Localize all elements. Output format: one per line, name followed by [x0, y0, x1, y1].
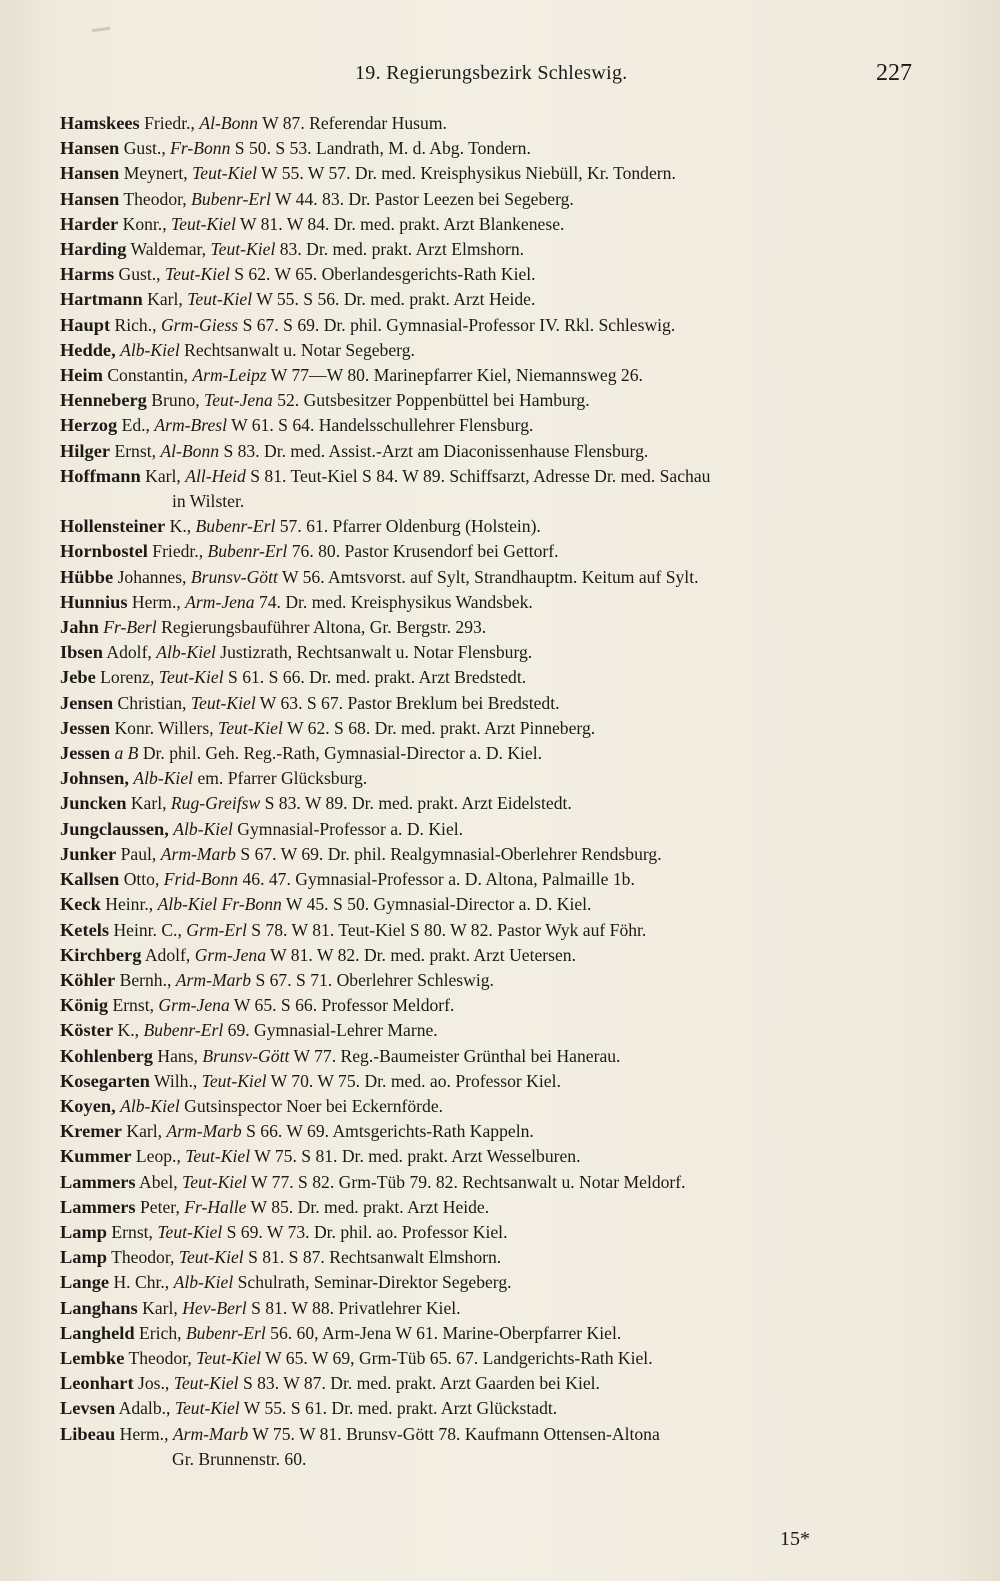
entry-details: S 67. S 71. Oberlehrer Schleswig. — [255, 969, 494, 990]
fraternity-university: Teut-Kiel — [157, 1221, 223, 1242]
entry-details: 56. 60, Arm-Jena W 61. Marine-Oberpfarrer Kiel. — [270, 1322, 622, 1343]
entry-details: W 44. 83. Dr. Pastor Leezen bei Segeberg. — [274, 188, 574, 209]
entry-details: S 78. W 81. Teut-Kiel S 80. W 82. Pastor Wyk auf Föhr. — [251, 919, 647, 940]
given-name: Ernst, — [112, 995, 154, 1016]
fraternity-university: Alb-Kiel — [120, 339, 180, 360]
entry-details: Schulrath, Seminar-Direktor Segeberg. — [237, 1272, 512, 1293]
directory-entry — [60, 388, 920, 413]
entry-details: W 62. S 68. Dr. med. prakt. Arzt Pinneberg. — [286, 717, 596, 738]
entry-details: 52. Gutsbesitzer Poppenbüttel bei Hamburg. — [277, 390, 590, 411]
directory-entry — [60, 892, 920, 917]
surname: Hollensteiner — [60, 516, 166, 537]
directory-entry — [60, 1144, 920, 1169]
entry-details: 69. Gymnasial-Lehrer Marne. — [227, 1020, 438, 1041]
entry-details: W 87. Referendar Husum. — [262, 113, 447, 133]
surname: Hoffmann — [60, 465, 141, 486]
surname: Kohlenberg — [60, 1045, 153, 1066]
fraternity-university: Bubenr-Erl — [143, 1020, 224, 1041]
surname: Kremer — [60, 1121, 122, 1142]
fraternity-university: Al-Bonn — [199, 113, 258, 133]
fraternity-university: a B — [114, 743, 139, 764]
fraternity-university: Alb-Kiel — [156, 642, 216, 663]
given-name: Waldemar, — [130, 239, 207, 260]
surname: Hartmann — [60, 289, 143, 310]
surname: Köster — [60, 1020, 114, 1041]
given-name: Adalb., — [118, 1398, 171, 1419]
surname: Hamskees — [60, 113, 140, 133]
surname: Ketels — [60, 919, 110, 940]
entry-details: W 70. W 75. Dr. med. ao. Professor Kiel. — [270, 1070, 561, 1091]
directory-entry — [60, 1346, 920, 1371]
given-name: Konr. Willers, — [114, 717, 214, 738]
continuation-text: Gr. Brunnenstr. 60. — [172, 1448, 307, 1469]
fraternity-university: Arm-Jena — [185, 591, 255, 612]
surname: Haupt — [60, 314, 111, 335]
surname: Langheld — [60, 1322, 135, 1343]
surname: Kosegarten — [60, 1070, 150, 1091]
given-name: Paul, — [120, 843, 157, 864]
directory-entry — [60, 1296, 920, 1321]
entry-details: Gutsinspector Noer bei Eckernförde. — [184, 1095, 444, 1116]
entry-details: Gymnasial-Professor a. D. Kiel. — [237, 818, 464, 839]
given-name: Heinr. C., — [113, 919, 182, 940]
given-name: Konr., — [122, 213, 167, 234]
entry-details: S 83. Dr. med. Assist.-Arzt am Diaconissenhause Flensburg. — [223, 440, 649, 461]
fraternity-university: Teut-Kiel — [185, 1146, 251, 1167]
given-name: Constantin, — [107, 365, 188, 386]
surname: Keck — [60, 894, 101, 915]
surname: Johnsen, — [60, 768, 129, 789]
entry-details: W 65. S 66. Professor Meldorf. — [233, 995, 455, 1016]
directory-entry — [60, 439, 920, 464]
entry-continuation — [60, 489, 920, 514]
given-name: Meynert, — [123, 163, 188, 184]
fraternity-university: Arm-Marb — [172, 1423, 249, 1444]
entry-details: W 45. S 50. Gymnasial-Director a. D. Kiel. — [285, 894, 592, 915]
surname: Lange — [60, 1272, 110, 1293]
entry-details: W 55. W 57. Dr. med. Kreisphysikus Niebüll, Kr. Tondern. — [261, 163, 676, 184]
fraternity-university: Arm-Marb — [160, 843, 236, 864]
entry-details: S 67. W 69. Dr. phil. Realgymnasial-Oberlehrer Rendsburg. — [240, 843, 662, 864]
given-name: Abel, — [139, 1171, 178, 1192]
surname: Juncken — [60, 793, 127, 814]
directory-entry — [60, 590, 920, 615]
given-name: Theodor, — [128, 1347, 192, 1368]
directory-entry — [60, 1220, 920, 1245]
given-name: Gust., — [123, 138, 166, 159]
surname: Hansen — [60, 163, 120, 184]
fraternity-university: Alb-Kiel — [173, 818, 233, 839]
fraternity-university: Teut-Kiel — [165, 264, 230, 285]
fraternity-university: Grm-Erl — [186, 919, 247, 940]
surname: Junker — [60, 843, 117, 864]
surname: Hunnius — [60, 591, 128, 612]
surname: Harder — [60, 213, 119, 234]
entry-details: W 55. S 56. Dr. med. prakt. Arzt Heide. — [256, 289, 536, 310]
directory-entry — [60, 867, 920, 892]
fraternity-university: Teut-Kiel — [182, 1171, 247, 1192]
surname: Jensen — [60, 692, 114, 713]
entry-details: 74. Dr. med. Kreisphysikus Wandsbek. — [258, 591, 533, 612]
surname: Hedde, — [60, 339, 116, 360]
entry-details: W 77. S 82. Grm-Tüb 79. 82. Rechtsanwalt u. Notar Meldorf. — [250, 1171, 686, 1192]
surname: Langhans — [60, 1297, 138, 1318]
directory-entry — [60, 842, 920, 867]
fraternity-university: Teut-Kiel — [218, 717, 283, 738]
given-name: Heinr., — [105, 894, 154, 915]
surname: Henneberg — [60, 390, 147, 411]
page-number: 227 — [876, 60, 912, 86]
fraternity-university: Teut-Kiel — [190, 692, 256, 713]
entry-details: W 81. W 82. Dr. med. prakt. Arzt Uetersen. — [270, 944, 576, 965]
given-name: Otto, — [123, 869, 160, 890]
surname: Leonhart — [60, 1373, 134, 1394]
fraternity-university: Arm-Marb — [175, 969, 252, 990]
given-name: Karl, — [147, 289, 183, 310]
surname: Hornbostel — [60, 541, 148, 562]
directory-entry — [60, 187, 920, 212]
directory-entry — [60, 691, 920, 716]
directory-entry — [60, 943, 920, 968]
continuation-text: in Wilster. — [172, 491, 245, 512]
fraternity-university: Teut-Kiel — [178, 1247, 244, 1268]
entry-details: S 83. W 87. Dr. med. prakt. Arzt Gaarden bei Kiel. — [242, 1373, 600, 1394]
entry-details: W 81. W 84. Dr. med. prakt. Arzt Blankenese. — [239, 213, 565, 234]
entry-details: S 66. W 69. Amtsgerichts-Rath Kappeln. — [246, 1121, 534, 1142]
directory-entry — [60, 918, 920, 943]
directory-entry — [60, 212, 920, 237]
fraternity-university: Arm-Marb — [166, 1121, 242, 1142]
entry-details: W 75. W 81. Brunsv-Gött 78. Kaufmann Ottensen-Altona — [252, 1423, 660, 1444]
directory-entry — [60, 1321, 920, 1346]
given-name: Friedr., — [152, 541, 204, 562]
entry-details: W 55. S 61. Dr. med. prakt. Arzt Glückstadt. — [243, 1398, 558, 1419]
surname: Jebe — [60, 667, 96, 688]
given-name: Peter, — [140, 1196, 180, 1217]
given-name: K., — [117, 1020, 140, 1041]
surname: Lembke — [60, 1347, 125, 1368]
entry-details: S 67. S 69. Dr. phil. Gymnasial-Professor IV. Rkl. Schleswig. — [242, 314, 676, 335]
surname: Hansen — [60, 138, 120, 159]
given-name: Leop., — [135, 1146, 181, 1167]
fraternity-university: Brunsv-Gött — [202, 1045, 290, 1066]
fraternity-university: Teut-Kiel — [171, 213, 236, 234]
directory-entry — [60, 1069, 920, 1094]
paper-mark — [92, 27, 110, 32]
given-name: Herm., — [119, 1423, 169, 1444]
directory-entry — [60, 237, 920, 262]
fraternity-university: Alb-Kiel — [173, 1272, 234, 1293]
surname: Libeau — [60, 1423, 116, 1444]
given-name: Ed., — [121, 415, 150, 436]
directory-entry — [60, 640, 920, 665]
entry-details: 57. 61. Pfarrer Oldenburg (Holstein). — [279, 516, 541, 537]
given-name: Theodor, — [123, 188, 187, 209]
surname: Jessen — [60, 717, 111, 738]
entry-details: S 61. S 66. Dr. med. prakt. Arzt Bredstedt. — [228, 667, 527, 688]
directory-entry — [60, 665, 920, 690]
directory-list — [60, 111, 920, 1472]
directory-entry — [60, 766, 920, 791]
directory-entry — [60, 363, 920, 388]
entry-details: S 81. Teut-Kiel S 84. W 89. Schiffsarzt, Adresse Dr. med. Sachau — [250, 465, 711, 486]
entry-details: W 63. S 67. Pastor Breklum bei Bredstedt. — [259, 692, 560, 713]
fraternity-university: Hev-Berl — [182, 1297, 247, 1318]
fraternity-university: Teut-Kiel — [173, 1373, 239, 1394]
directory-entry — [60, 615, 920, 640]
entry-continuation — [60, 1447, 920, 1472]
surname: Jahn — [60, 617, 99, 638]
directory-entry — [60, 1170, 920, 1195]
directory-entry — [60, 514, 920, 539]
fraternity-university: Grm-Jena — [194, 944, 267, 965]
surname: Heim — [60, 365, 103, 386]
directory-entry — [60, 1396, 920, 1421]
directory-entry — [60, 539, 920, 564]
directory-entry — [60, 791, 920, 816]
entry-details: W 56. Amtsvorst. auf Sylt, Strandhauptm. Keitum auf Sylt. — [281, 566, 699, 587]
fraternity-university: Teut-Kiel — [210, 239, 276, 260]
directory-entry — [60, 968, 920, 993]
fraternity-university: Fr-Halle — [184, 1196, 247, 1217]
entry-details: Rechtsanwalt u. Notar Segeberg. — [184, 339, 415, 360]
given-name: Hans, — [157, 1045, 198, 1066]
directory-entry — [60, 161, 920, 186]
entry-details: 46. 47. Gymnasial-Professor a. D. Altona, Palmaille 1b. — [242, 869, 635, 890]
directory-entry — [60, 1044, 920, 1069]
surname: Hilger — [60, 440, 111, 461]
directory-entry — [60, 1371, 920, 1396]
entry-details: S 62. W 65. Oberlandesgerichts-Rath Kiel. — [234, 264, 536, 285]
fraternity-university: Bubenr-Erl — [191, 188, 271, 209]
surname: Lammers — [60, 1196, 136, 1217]
entry-details: Regierungsbauführer Altona, Gr. Bergstr. 293. — [161, 617, 487, 638]
given-name: K., — [169, 516, 192, 537]
given-name: Johannes, — [117, 566, 187, 587]
fraternity-university: Grm-Giess — [160, 314, 239, 335]
directory-entry — [60, 565, 920, 590]
given-name: Bernh., — [119, 969, 172, 990]
fraternity-university: Alb-Kiel — [133, 768, 194, 789]
given-name: Karl, — [130, 793, 167, 814]
entry-details: W 61. S 64. Handelsschullehrer Flensburg. — [231, 415, 534, 436]
given-name: Christian, — [117, 692, 187, 713]
directory-entry — [60, 716, 920, 741]
directory-entry — [60, 817, 920, 842]
surname: Lamp — [60, 1247, 108, 1268]
fraternity-university: Bubenr-Erl — [185, 1322, 266, 1343]
fraternity-university: Alb-Kiel Fr-Bonn — [157, 894, 282, 915]
entry-details: S 83. W 89. Dr. med. prakt. Arzt Eidelstedt. — [264, 793, 572, 814]
entry-details: Justizrath, Rechtsanwalt u. Notar Flensburg. — [220, 642, 533, 663]
directory-entry — [60, 111, 920, 136]
surname: König — [60, 995, 109, 1016]
entry-details: Dr. phil. Geh. Reg.-Rath, Gymnasial-Director a. D. Kiel. — [142, 743, 543, 764]
fraternity-university: Alb-Kiel — [120, 1095, 180, 1116]
fraternity-university: Rug-Greifsw — [170, 793, 261, 814]
entry-details: S 81. W 88. Privatlehrer Kiel. — [251, 1297, 461, 1318]
given-name: Lorenz, — [100, 667, 155, 688]
entry-details: W 75. S 81. Dr. med. prakt. Arzt Wesselburen. — [254, 1146, 581, 1167]
surname: Levsen — [60, 1398, 116, 1419]
entry-details: W 77—W 80. Marinepfarrer Kiel, Niemannsweg 26. — [270, 365, 643, 386]
entry-details: S 69. W 73. Dr. phil. ao. Professor Kiel. — [226, 1221, 508, 1242]
fraternity-university: Teut-Jena — [204, 390, 273, 411]
given-name: Karl, — [145, 465, 181, 486]
directory-entry — [60, 993, 920, 1018]
directory-entry — [60, 262, 920, 287]
given-name: Adolf, — [144, 944, 191, 965]
fraternity-university: Arm-Bresl — [154, 415, 227, 436]
directory-entry — [60, 464, 920, 489]
fraternity-university: Al-Bonn — [160, 440, 220, 461]
directory-entry — [60, 338, 920, 363]
directory-entry — [60, 136, 920, 161]
directory-entry — [60, 1119, 920, 1144]
surname: Köhler — [60, 969, 116, 990]
surname: Koyen, — [60, 1095, 116, 1116]
fraternity-university: All-Heid — [185, 465, 246, 486]
header-title: 19. Regierungsbezirk Schleswig. — [355, 62, 628, 84]
given-name: Ernst, — [114, 440, 156, 461]
fraternity-university: Teut-Kiel — [196, 1347, 262, 1368]
surname: Harms — [60, 264, 115, 285]
surname: Jessen — [60, 743, 111, 764]
entry-details: W 65. W 69, Grm-Tüb 65. 67. Landgerichts-Rath Kiel. — [265, 1347, 653, 1368]
directory-entry — [60, 413, 920, 438]
given-name: H. Chr., — [113, 1272, 170, 1293]
given-name: Theodor, — [111, 1247, 175, 1268]
surname: Lamp — [60, 1221, 108, 1242]
directory-entry — [60, 1018, 920, 1043]
given-name: Herm., — [131, 591, 181, 612]
given-name: Erich, — [139, 1322, 182, 1343]
fraternity-university: Arm-Leipz — [192, 365, 267, 386]
entry-details: S 81. S 87. Rechtsanwalt Elmshorn. — [248, 1247, 502, 1268]
directory-entry — [60, 1094, 920, 1119]
fraternity-university: Bubenr-Erl — [195, 516, 276, 537]
fraternity-university: Bubenr-Erl — [207, 541, 288, 562]
given-name: Friedr., — [144, 113, 195, 133]
given-name: Wilh., — [153, 1070, 198, 1091]
fraternity-university: Brunsv-Gött — [190, 566, 278, 587]
surname: Ibsen — [60, 642, 103, 663]
fraternity-university: Teut-Kiel — [174, 1398, 240, 1419]
sheet-signature: 15* — [780, 1528, 810, 1550]
surname: Hansen — [60, 188, 120, 209]
given-name: Jos., — [137, 1373, 170, 1394]
entry-details: W 77. Reg.-Baumeister Grünthal bei Hanerau. — [293, 1045, 621, 1066]
given-name: Adolf, — [106, 642, 152, 663]
surname: Hübbe — [60, 566, 114, 587]
fraternity-university: Teut-Kiel — [187, 289, 253, 310]
surname: Kallsen — [60, 869, 120, 890]
fraternity-university: Fr-Bonn — [170, 138, 231, 159]
directory-entry — [60, 313, 920, 338]
entry-details: S 50. S 53. Landrath, M. d. Abg. Tondern. — [234, 138, 531, 159]
given-name: Gust., — [118, 264, 161, 285]
entry-details: 76. 80. Pastor Krusendorf bei Gettorf. — [291, 541, 559, 562]
given-name: Rich., — [114, 314, 157, 335]
directory-entry — [60, 1195, 920, 1220]
directory-entry — [60, 1245, 920, 1270]
surname: Lammers — [60, 1171, 136, 1192]
fraternity-university: Teut-Kiel — [201, 1070, 267, 1091]
given-name: Bruno, — [151, 390, 200, 411]
surname: Harding — [60, 239, 127, 260]
fraternity-university: Teut-Kiel — [192, 163, 257, 184]
given-name: Karl, — [126, 1121, 163, 1142]
directory-entry — [60, 741, 920, 766]
fraternity-university: Frid-Bonn — [163, 869, 239, 890]
fraternity-university: Grm-Jena — [158, 995, 230, 1016]
directory-entry — [60, 287, 920, 312]
fraternity-university: Teut-Kiel — [158, 667, 224, 688]
surname: Kummer — [60, 1146, 132, 1167]
fraternity-university: Fr-Berl — [103, 617, 157, 638]
surname: Herzog — [60, 415, 118, 436]
directory-entry — [60, 1422, 920, 1447]
surname: Jungclaussen, — [60, 818, 169, 839]
running-header — [0, 62, 1000, 94]
directory-entry — [60, 1270, 920, 1295]
surname: Kirchberg — [60, 944, 142, 965]
entry-details: 83. Dr. med. prakt. Arzt Elmshorn. — [279, 239, 525, 260]
entry-details: W 85. Dr. med. prakt. Arzt Heide. — [250, 1196, 490, 1217]
entry-details: em. Pfarrer Glücksburg. — [197, 768, 368, 789]
given-name: Ernst, — [111, 1221, 153, 1242]
given-name: Karl, — [142, 1297, 178, 1318]
